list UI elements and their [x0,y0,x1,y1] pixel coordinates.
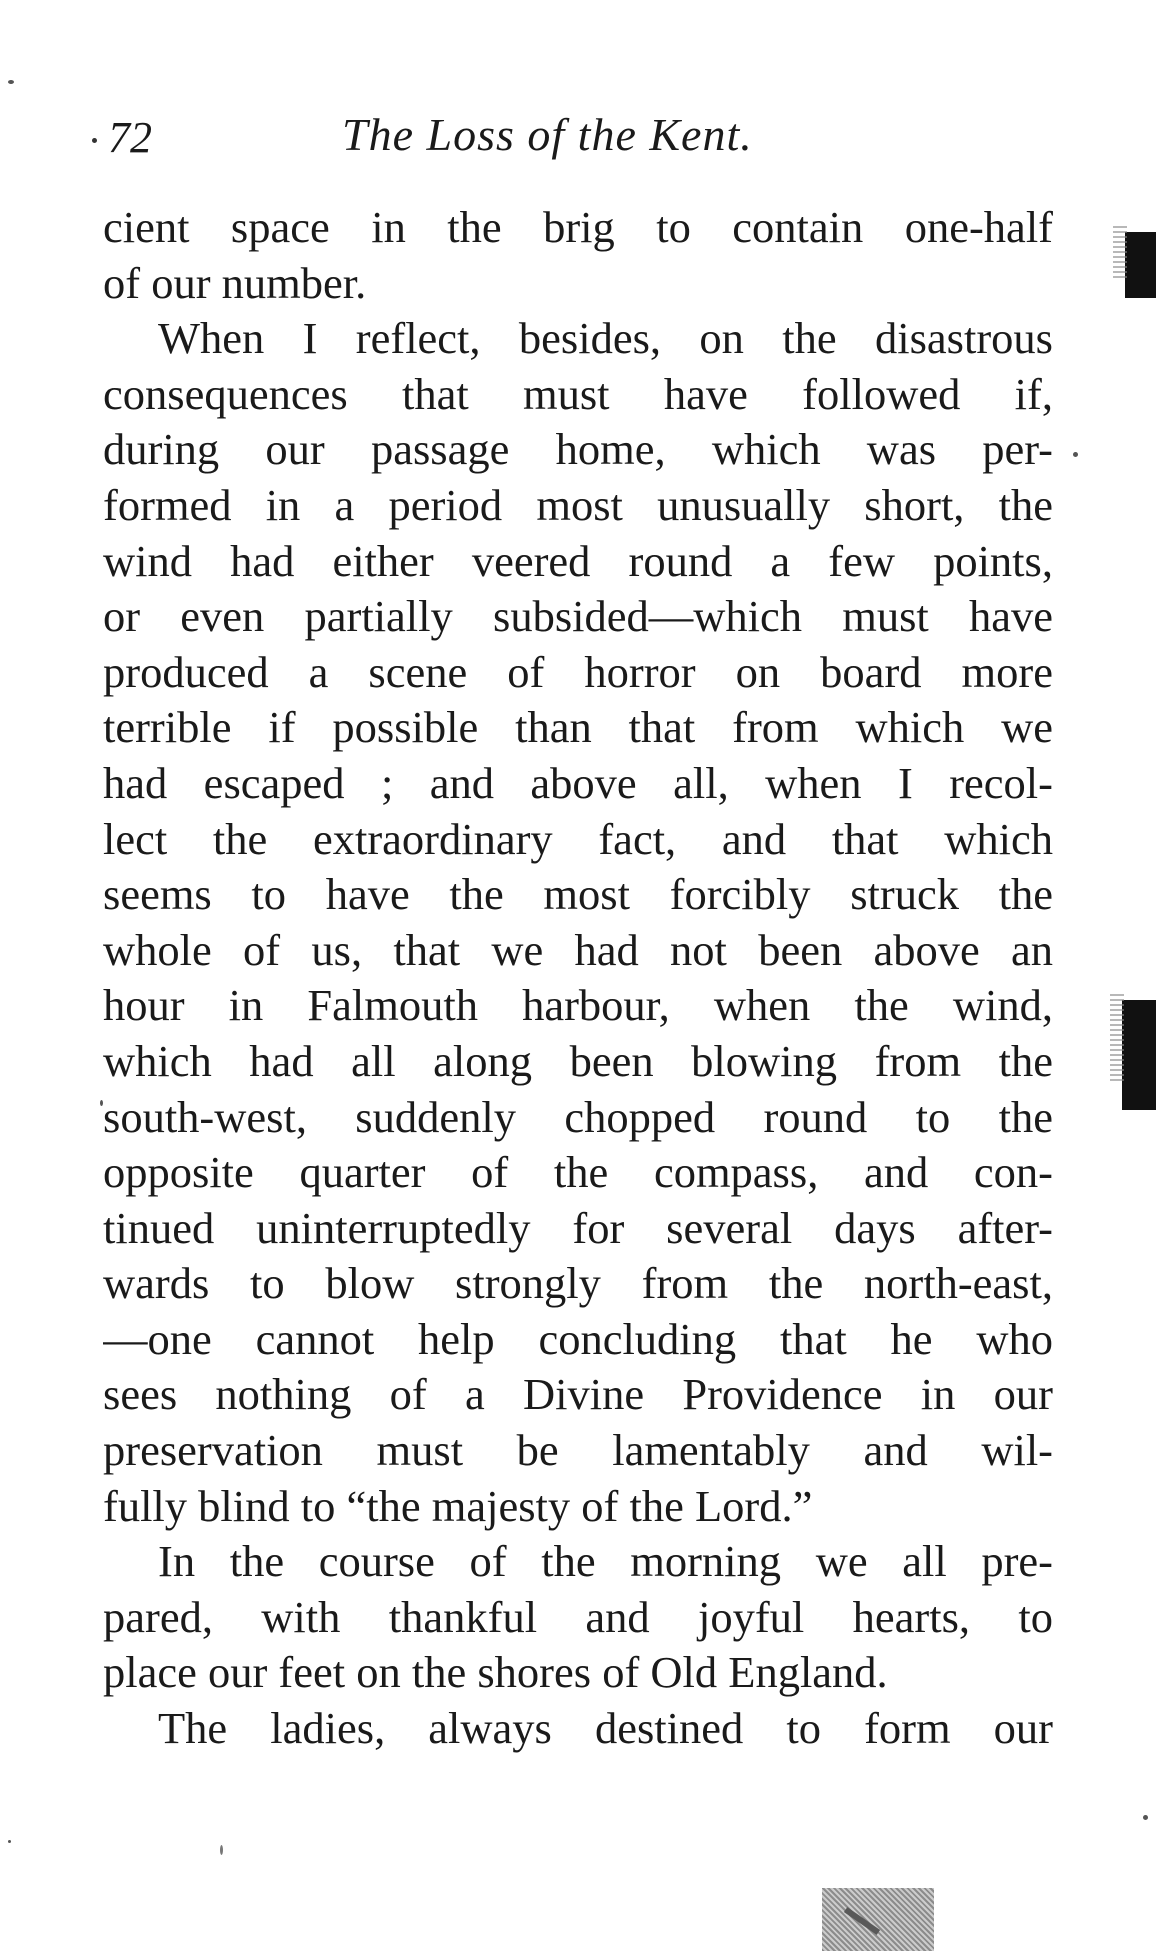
text-line: which had all along been blowing from the [103,1035,1053,1086]
text-line: of our number. [103,257,367,308]
scan-speck [1073,452,1078,457]
body-text [103,200,1053,1757]
paragraph-start-line: When I reflect, besides, on the disastrous [158,313,1053,364]
paragraph-start-line: The ladies, always destined to form our [158,1703,1053,1754]
page-number: 72 [108,113,152,162]
scan-speck [100,1100,103,1106]
paragraph-start-line: In the course of the morning we all pre- [158,1536,1053,1587]
text-line: whole of us, that we had not been above an [103,924,1053,975]
header-dot [92,138,97,143]
text-line: pared, with thankful and joyful hearts, to [103,1591,1053,1642]
text-line: cient space in the brig to contain one-half [103,202,1053,252]
text-line: or even partially subsided—which must have [103,591,1053,642]
page-header [102,108,1052,168]
scan-speck [220,1845,223,1855]
text-line: fully blind to “the majesty of the Lord.” [103,1480,813,1531]
text-line: preservation must be lamentably and wil- [103,1425,1053,1476]
text-line: terrible if possible than that from which we [103,702,1053,753]
text-line: consequences that must have followed if, [103,368,1053,419]
scan-margin-mark [1125,232,1156,298]
scan-speck [8,1840,11,1843]
text-line: —one cannot help concluding that he who [103,1313,1053,1364]
scan-artifact [822,1888,934,1951]
scan-margin-mark [1122,1000,1156,1110]
text-line: sees nothing of a Divine Providence in our [103,1369,1053,1420]
text-line: hour in Falmouth harbour, when the wind, [103,980,1053,1031]
text-line: produced a scene of horror on board more [103,646,1053,697]
running-title: The Loss of the Kent. [342,109,753,160]
text-line: wards to blow strongly from the north-east, [103,1258,1053,1309]
text-line: lect the extraordinary fact, and that which [103,813,1053,864]
text-line: opposite quarter of the compass, and con- [103,1147,1053,1198]
text-line: seems to have the most forcibly struck the [103,869,1053,920]
text-line: formed in a period most unusually short, the [103,479,1053,530]
text-line: tinued uninterruptedly for several days after- [103,1202,1053,1253]
scan-speck [1143,1815,1148,1820]
text-line: wind had either veered round a few points, [103,535,1053,586]
text-line: place our feet on the shores of Old England. [103,1647,888,1698]
text-line: during our passage home, which was per- [103,424,1053,475]
scan-speck [8,80,14,84]
text-line: south-west, suddenly chopped round to the [103,1091,1053,1142]
text-line: had escaped ; and above all, when I recol- [103,757,1053,808]
